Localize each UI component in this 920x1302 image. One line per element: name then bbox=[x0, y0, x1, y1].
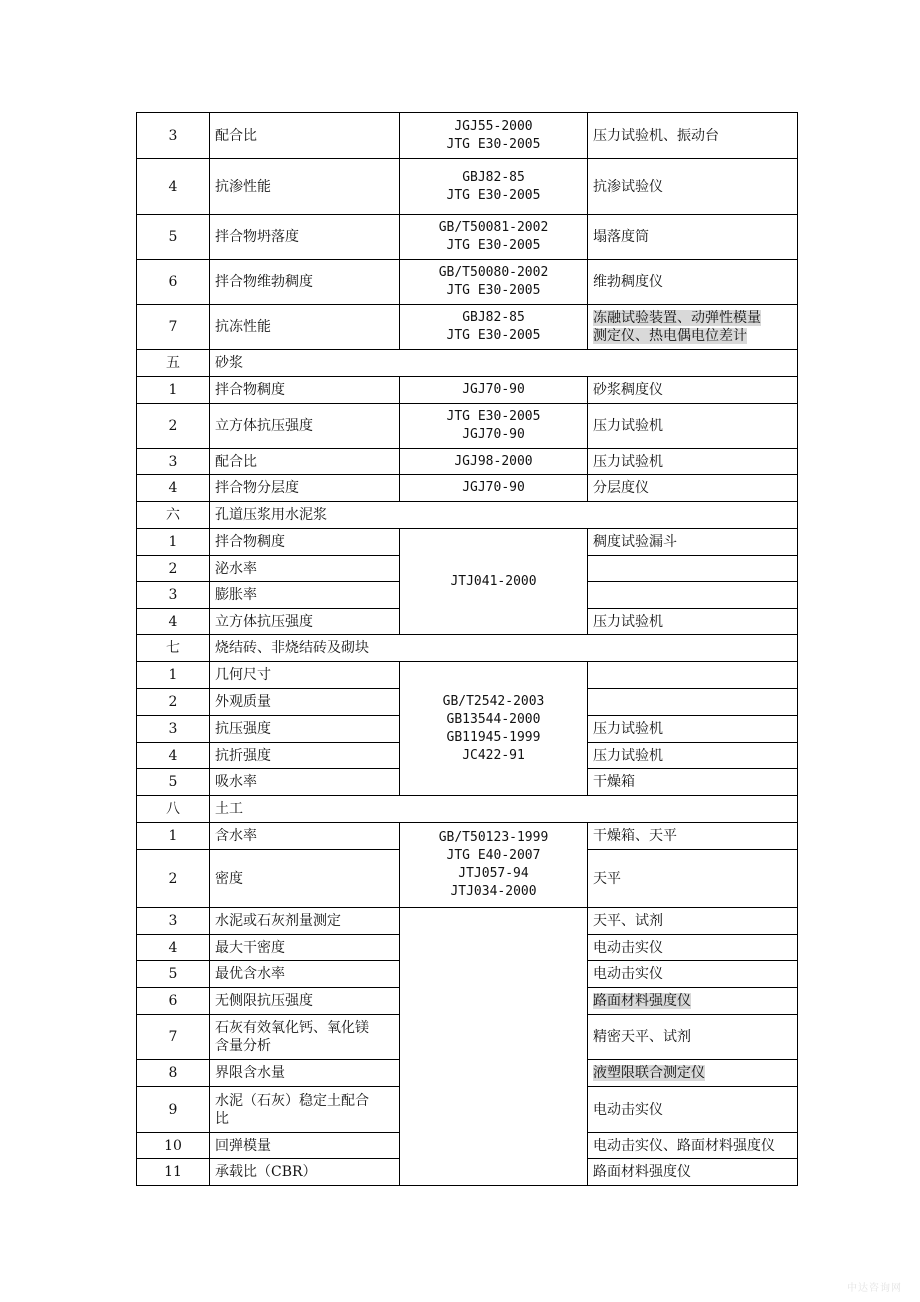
table-row bbox=[137, 260, 798, 305]
test-standard: JTJ041-2000 bbox=[400, 529, 588, 635]
standards-table bbox=[136, 112, 798, 1186]
test-equipment bbox=[588, 988, 798, 1015]
row-number: 10 bbox=[137, 1133, 210, 1159]
row-number: 1 bbox=[137, 823, 210, 850]
row-number: 4 bbox=[137, 743, 210, 769]
row-number: 5 bbox=[137, 769, 210, 796]
test-equipment: 砂浆稠度仪 bbox=[588, 377, 798, 404]
section-title: 孔道压浆用水泥浆 bbox=[210, 502, 798, 529]
test-item: 吸水率 bbox=[210, 769, 400, 796]
row-number: 1 bbox=[137, 662, 210, 689]
section-header-row bbox=[137, 502, 798, 529]
test-equipment: 电动击实仪 bbox=[588, 1087, 798, 1133]
test-item: 泌水率 bbox=[210, 556, 400, 582]
table-row bbox=[137, 449, 798, 475]
test-item: 立方体抗压强度 bbox=[210, 404, 400, 449]
section-title: 烧结砖、非烧结砖及砌块 bbox=[210, 635, 798, 662]
section-title: 土工 bbox=[210, 796, 798, 823]
test-equipment bbox=[588, 1060, 798, 1087]
test-item: 界限含水量 bbox=[210, 1060, 400, 1087]
table-row bbox=[137, 529, 798, 556]
row-number: 7 bbox=[137, 1015, 210, 1060]
row-number: 3 bbox=[137, 908, 210, 935]
row-number: 11 bbox=[137, 1159, 210, 1186]
table-row bbox=[137, 404, 798, 449]
test-equipment: 压力试验机 bbox=[588, 404, 798, 449]
section-number: 五 bbox=[137, 350, 210, 377]
test-item: 抗折强度 bbox=[210, 743, 400, 769]
table-row bbox=[137, 377, 798, 404]
test-item: 无侧限抗压强度 bbox=[210, 988, 400, 1015]
row-number: 4 bbox=[137, 159, 210, 215]
test-equipment: 压力试验机 bbox=[588, 743, 798, 769]
test-equipment bbox=[588, 305, 798, 350]
row-number: 8 bbox=[137, 1060, 210, 1087]
test-standard: JGJ70-90 bbox=[400, 475, 588, 502]
test-equipment: 天平、试剂 bbox=[588, 908, 798, 935]
table-row bbox=[137, 159, 798, 215]
section-header-row bbox=[137, 796, 798, 823]
test-equipment: 精密天平、试剂 bbox=[588, 1015, 798, 1060]
section-header-row bbox=[137, 350, 798, 377]
table-row bbox=[137, 823, 798, 850]
test-item: 配合比 bbox=[210, 449, 400, 475]
test-item: 膨胀率 bbox=[210, 582, 400, 609]
test-equipment: 分层度仪 bbox=[588, 475, 798, 502]
test-equipment: 稠度试验漏斗 bbox=[588, 529, 798, 556]
test-item: 外观质量 bbox=[210, 689, 400, 716]
section-number: 八 bbox=[137, 796, 210, 823]
row-number: 2 bbox=[137, 556, 210, 582]
test-item: 水泥或石灰剂量测定 bbox=[210, 908, 400, 935]
test-item: 拌合物分层度 bbox=[210, 475, 400, 502]
test-standard: GB/T2542-2003 GB13544-2000 GB11945-1999 JC422-91 bbox=[400, 662, 588, 796]
test-equipment: 维勃稠度仪 bbox=[588, 260, 798, 305]
test-equipment: 塌落度筒 bbox=[588, 215, 798, 260]
test-standard: GBJ82-85 JTG E30-2005 bbox=[400, 159, 588, 215]
test-item: 承载比（CBR） bbox=[210, 1159, 400, 1186]
test-item: 配合比 bbox=[210, 113, 400, 159]
watermark: 中达咨询网 bbox=[847, 1283, 902, 1294]
test-item: 石灰有效氧化钙、氧化镁 含量分析 bbox=[210, 1015, 400, 1060]
section-number: 六 bbox=[137, 502, 210, 529]
test-standard: JGJ98-2000 bbox=[400, 449, 588, 475]
test-equipment: 压力试验机、振动台 bbox=[588, 113, 798, 159]
test-equipment bbox=[588, 582, 798, 609]
section-title: 砂浆 bbox=[210, 350, 798, 377]
row-number: 7 bbox=[137, 305, 210, 350]
test-equipment: 干燥箱 bbox=[588, 769, 798, 796]
test-item: 最优含水率 bbox=[210, 961, 400, 988]
row-number: 6 bbox=[137, 260, 210, 305]
table-row bbox=[137, 475, 798, 502]
row-number: 1 bbox=[137, 529, 210, 556]
table-row bbox=[137, 305, 798, 350]
test-item: 密度 bbox=[210, 850, 400, 908]
test-equipment: 抗渗试验仪 bbox=[588, 159, 798, 215]
section-header-row bbox=[137, 635, 798, 662]
test-item: 回弹模量 bbox=[210, 1133, 400, 1159]
test-item: 抗压强度 bbox=[210, 716, 400, 743]
test-item: 含水率 bbox=[210, 823, 400, 850]
test-item: 拌合物维勃稠度 bbox=[210, 260, 400, 305]
test-item: 拌合物稠度 bbox=[210, 529, 400, 556]
row-number: 4 bbox=[137, 475, 210, 502]
test-equipment: 压力试验机 bbox=[588, 609, 798, 635]
test-standard: GB/T50080-2002 JTG E30-2005 bbox=[400, 260, 588, 305]
test-item: 拌合物稠度 bbox=[210, 377, 400, 404]
test-equipment: 天平 bbox=[588, 850, 798, 908]
row-number: 1 bbox=[137, 377, 210, 404]
test-equipment bbox=[588, 556, 798, 582]
test-item: 抗冻性能 bbox=[210, 305, 400, 350]
table-row bbox=[137, 908, 798, 935]
test-item: 水泥（石灰）稳定土配合 比 bbox=[210, 1087, 400, 1133]
table-row bbox=[137, 662, 798, 689]
row-number: 9 bbox=[137, 1087, 210, 1133]
test-equipment bbox=[588, 689, 798, 716]
test-item: 最大干密度 bbox=[210, 935, 400, 961]
row-number: 3 bbox=[137, 582, 210, 609]
row-number: 2 bbox=[137, 689, 210, 716]
highlighted-text: 液塑限联合测定仪 bbox=[593, 1065, 705, 1081]
table-row bbox=[137, 113, 798, 159]
table-row bbox=[137, 215, 798, 260]
test-standard: JGJ70-90 bbox=[400, 377, 588, 404]
row-number: 3 bbox=[137, 716, 210, 743]
test-equipment: 压力试验机 bbox=[588, 449, 798, 475]
test-standard: GB/T50123-1999 JTG E40-2007 JTJ057-94 JTJ034-2000 bbox=[400, 823, 588, 908]
test-equipment: 电动击实仪 bbox=[588, 961, 798, 988]
row-number: 4 bbox=[137, 609, 210, 635]
test-equipment: 干燥箱、天平 bbox=[588, 823, 798, 850]
test-item: 拌合物坍落度 bbox=[210, 215, 400, 260]
highlighted-text: 路面材料强度仪 bbox=[593, 993, 691, 1009]
row-number: 2 bbox=[137, 404, 210, 449]
test-item: 几何尺寸 bbox=[210, 662, 400, 689]
row-number: 3 bbox=[137, 113, 210, 159]
test-item: 立方体抗压强度 bbox=[210, 609, 400, 635]
test-equipment: 电动击实仪、路面材料强度仪 bbox=[588, 1133, 798, 1159]
row-number: 6 bbox=[137, 988, 210, 1015]
row-number: 5 bbox=[137, 215, 210, 260]
test-equipment: 压力试验机 bbox=[588, 716, 798, 743]
test-standard: JTG E30-2005 JGJ70-90 bbox=[400, 404, 588, 449]
row-number: 2 bbox=[137, 850, 210, 908]
test-equipment bbox=[588, 662, 798, 689]
highlighted-text: 冻融试验装置、动弹性模量 测定仪、热电偶电位差计 bbox=[593, 310, 761, 344]
test-standard bbox=[400, 908, 588, 1186]
row-number: 3 bbox=[137, 449, 210, 475]
test-item: 抗渗性能 bbox=[210, 159, 400, 215]
row-number: 4 bbox=[137, 935, 210, 961]
section-number: 七 bbox=[137, 635, 210, 662]
row-number: 5 bbox=[137, 961, 210, 988]
test-equipment: 电动击实仪 bbox=[588, 935, 798, 961]
test-equipment: 路面材料强度仪 bbox=[588, 1159, 798, 1186]
test-standard: JGJ55-2000 JTG E30-2005 bbox=[400, 113, 588, 159]
test-standard: GBJ82-85 JTG E30-2005 bbox=[400, 305, 588, 350]
test-standard: GB/T50081-2002 JTG E30-2005 bbox=[400, 215, 588, 260]
